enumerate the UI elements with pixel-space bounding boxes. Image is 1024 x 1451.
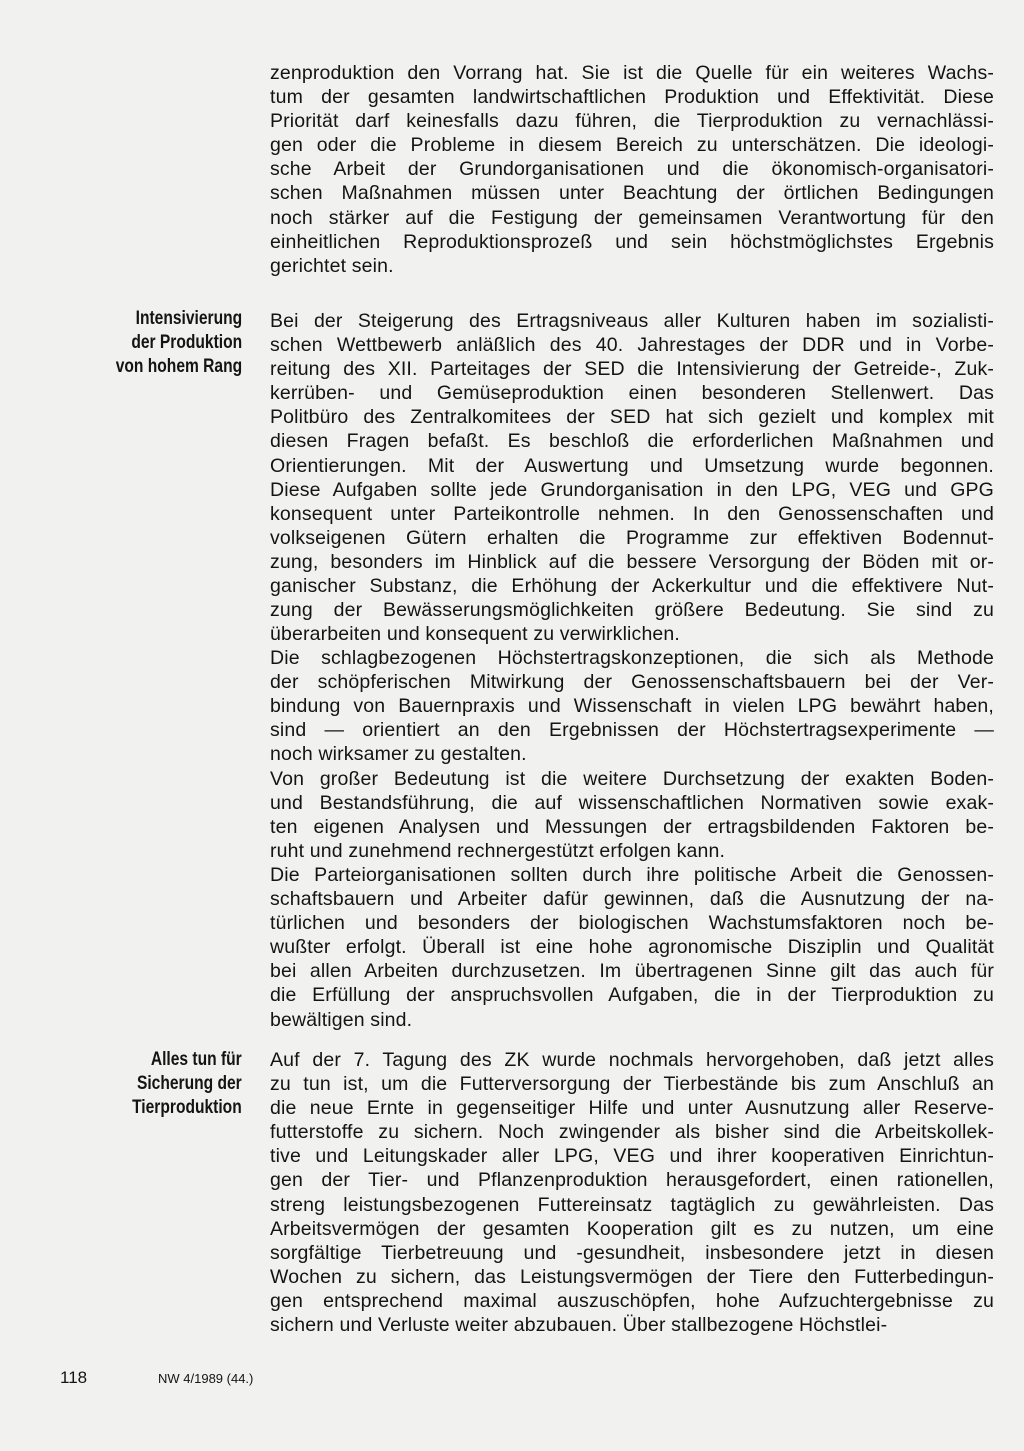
text-line: ten eigenen Analysen und Messungen der ertragsbildenden Faktoren be- [270, 816, 994, 839]
text-line: Arbeitsvermögen der gesamten Kooperation gilt es zu nutzen, um eine [270, 1217, 994, 1240]
text-line: Von großer Bedeutung ist die weitere Durchsetzung der exakten Boden- [270, 768, 994, 790]
text-line: streng leistungsbezogenen Futtereinsatz tagtäglich zu gewährleisten. Das [270, 1193, 994, 1216]
text-line: volkseigenen Gütern erhalten die Programme zur effektiven Bodennut- [270, 526, 994, 549]
heading-line: von hohem Rang [115, 356, 242, 377]
text-line: gerichtet sein. [270, 254, 394, 277]
text-line: sichern und Verluste weiter abzubauen. Über stallbezogene Höchstlei- [270, 1314, 888, 1337]
text-line: türlichen und besonders der biologischen Wachstumsfaktoren noch be- [270, 912, 994, 935]
text-line: bei allen Arbeiten durchzusetzen. Im übertragenen Sinne gilt das auch für [270, 960, 994, 983]
text-line: reitung des XII. Parteitages der SED die Intensivierung der Getreide-, Zuk- [270, 358, 994, 381]
text-line: Die Parteiorganisationen sollten durch ihre politische Arbeit die Genossen- [270, 864, 994, 886]
text-line: zenproduktion den Vorrang hat. Sie ist die Quelle für ein weiteres Wachs- [270, 62, 994, 84]
text-line: schen Wettbewerb anläßlich des 40. Jahrestages der DDR und in Vorbe- [270, 334, 994, 357]
paragraph-continued [270, 61, 994, 278]
paragraph [270, 309, 994, 646]
text-line: ruht und zunehmend rechnergestützt erfolgen kann. [270, 840, 726, 863]
heading-line: Tierproduktion [132, 1097, 242, 1118]
text-line: tum der gesamten landwirtschaftlichen Produktion und Effektivität. Diese [270, 86, 994, 109]
paragraph [270, 767, 994, 863]
text-line: Die schlagbezogenen Höchstertragskonzeptionen, die sich als Methode [270, 647, 994, 669]
text-line: ganischer Substanz, die Erhöhung der Ackerkultur und die effektivere Nut- [270, 575, 994, 598]
text-line: sche Arbeit der Grundorganisationen und die ökonomisch-organisatori- [270, 158, 994, 181]
text-line: Diese Aufgaben sollte jede Grundorganisation in den LPG, VEG und GPG [270, 478, 994, 501]
text-line: zung der Bewässerungsmöglichkeiten größere Bedeutung. Sie sind zu [270, 599, 994, 622]
text-line: Politbüro des Zentralkomitees der SED hat sich gezielt und komplex mit [270, 406, 994, 429]
text-line: sorgfältige Tierbetreuung und -gesundheit, insbesondere jetzt in diesen [270, 1241, 994, 1264]
paragraph [270, 646, 994, 766]
margin-heading-intensivierung [116, 307, 242, 379]
page-number: 118 [60, 1368, 88, 1387]
text-line: bewältigen sind. [270, 1008, 413, 1031]
text-line: kerrüben- und Gemüseproduktion einen besonderen Stellenwert. Das [270, 382, 994, 405]
text-line: Orientierungen. Mit der Auswertung und Umsetzung wurde begonnen. [270, 454, 994, 477]
text-line: sind — orientiert an den Ergebnissen der Höchstertragsexperimente — [270, 719, 994, 742]
text-line: futterstoffe zu sichern. Noch zwingender als bisher sind die Arbeitskollek- [270, 1121, 994, 1144]
text-line: wußter erfolgt. Überall ist eine hohe agronomische Disziplin und Qualität [270, 936, 994, 959]
text-line: gen oder die Probleme in diesem Bereich zu unterschätzen. Die ideologi- [270, 134, 994, 157]
text-line: der schöpferischen Mitwirkung der Genossenschaftsbauern bei der Ver- [270, 671, 994, 694]
text-line: überarbeiten und konsequent zu verwirklichen. [270, 623, 680, 646]
text-line: Bei der Steigerung des Ertragsniveaus aller Kulturen haben im sozialisti- [270, 310, 994, 332]
text-line: bindung von Bauernpraxis und Wissenschaft in vielen LPG bewährt haben, [270, 695, 994, 718]
text-line: die neue Ernte in gegenseitiger Hilfe und unter Ausnutzung aller Reserve- [270, 1097, 994, 1120]
heading-line: Intensivierung [135, 308, 242, 329]
text-line: zu tun ist, um die Futterversorgung der Tierbestände bis zum Anschluß an [270, 1073, 994, 1096]
text-line: und Bestandsführung, die auf wissenschaftlichen Normativen sowie exak- [270, 792, 994, 815]
margin-heading-tierproduktion [132, 1048, 242, 1120]
text-line: Wochen zu sichern, das Leistungsvermögen der Tiere den Futterbedingun- [270, 1265, 994, 1288]
text-line: zung, besonders im Hinblick auf die bessere Versorgung der Böden mit or- [270, 550, 994, 573]
text-line: Auf der 7. Tagung des ZK wurde nochmals hervorgehoben, daß jetzt alles [270, 1049, 994, 1071]
heading-line: Sicherung der [137, 1073, 242, 1094]
heading-line: Alles tun für [151, 1049, 242, 1070]
text-line: konsequent unter Parteikontrolle nehmen. In den Genossenschaften und [270, 502, 994, 525]
text-line: schaftsbauern und Arbeiter dafür gewinnen, daß die Ausnutzung der na- [270, 888, 994, 911]
text-line: gen der Tier- und Pflanzenproduktion herausgefordert, einen rationellen, [270, 1169, 994, 1192]
heading-line: der Produktion [131, 332, 242, 353]
text-line: noch stärker auf die Festigung der gemeinsamen Verantwortung für den [270, 206, 994, 229]
text-line: schen Maßnahmen müssen unter Beachtung der örtlichen Bedingungen [270, 182, 994, 205]
text-line: die Erfüllung der anspruchsvollen Aufgaben, die in der Tierproduktion zu [270, 984, 994, 1007]
text-line: gen entsprechend maximal auszuschöpfen, hohe Aufzuchtergebnisse zu [270, 1289, 994, 1312]
text-line: tive und Leitungskader aller LPG, VEG und ihrer kooperativen Einrichtun- [270, 1145, 994, 1168]
paragraph [270, 863, 994, 1032]
paragraph [270, 1048, 994, 1337]
text-line: Priorität darf keinesfalls dazu führen, die Tierproduktion zu vernachlässi- [270, 110, 994, 133]
text-line: einheitlichen Reproduktionsprozeß und sein höchstmöglichstes Ergebnis [270, 230, 994, 253]
text-line: diesen Fragen befaßt. Es beschloß die erforderlichen Maßnahmen und [270, 430, 994, 453]
issue-reference: NW 4/1989 (44.) [158, 1371, 254, 1386]
text-line: noch wirksamer zu gestalten. [270, 743, 527, 766]
